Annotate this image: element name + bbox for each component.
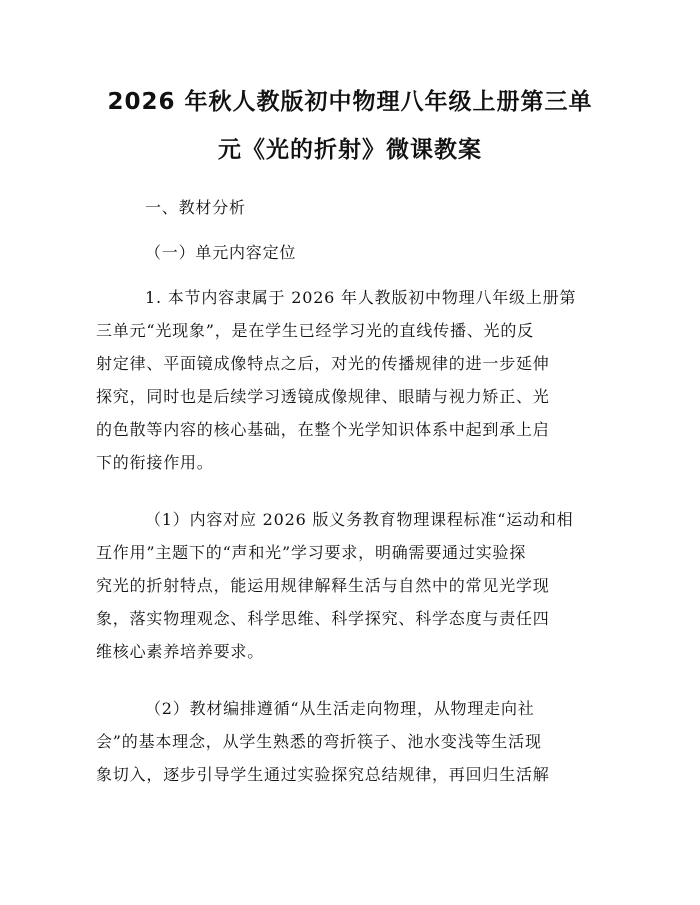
document-title-line-1: 2026 年秋人教版初中物理八年级上册第三单 [107, 89, 593, 115]
paragraph-1-line-5: 的色散等内容的核心基础，在整个光学知识体系中起到承上启 [96, 420, 550, 439]
paragraph-2-line-3: 究光的折射特点，能运用规律解释生活与自然中的常见光学现 [96, 576, 550, 595]
paragraph-1-line-3: 射定律、平面镜成像特点之后，对光的传播规律的进一步延伸 [96, 354, 550, 373]
paragraph-3-line-2: 会”的基本理念，从学生熟悉的弯折筷子、池水变浅等生活现 [96, 732, 542, 751]
section-heading: 一、教材分析 [145, 198, 246, 217]
paragraph-2-line-5: 维核心素养培养要求。 [96, 642, 265, 661]
paragraph-1-line-4: 探究，同时也是后续学习透镜成像规律、眼睛与视力矫正、光 [96, 387, 550, 406]
paragraph-1-line-2: 三单元“光现象”，是在学生已经学习光的直线传播、光的反 [96, 321, 534, 340]
paragraph-3-line-1: （2）教材编排遵循“从生活走向物理，从物理走向社 [145, 699, 535, 718]
paragraph-1-line-1: 1. 本节内容隶属于 2026 年人教版初中物理八年级上册第 [145, 288, 577, 307]
paragraph-2-line-4: 象，落实物理观念、科学思维、科学探究、科学态度与责任四 [96, 609, 550, 628]
paragraph-3-line-3: 象切入，逐步引导学生通过实验探究总结规律，再回归生活解 [96, 765, 550, 784]
subsection-heading: （一）单元内容定位 [145, 243, 297, 262]
paragraph-1-line-6: 下的衔接作用。 [96, 453, 214, 472]
paragraph-2-line-1: （1）内容对应 2026 版义务教育物理课程标准“运动和相 [145, 510, 574, 529]
document-title-line-2: 元《光的折射》微课教案 [218, 137, 482, 163]
paragraph-2-line-2: 互作用”主题下的“声和光”学习要求，明确需要通过实验探 [96, 543, 527, 562]
